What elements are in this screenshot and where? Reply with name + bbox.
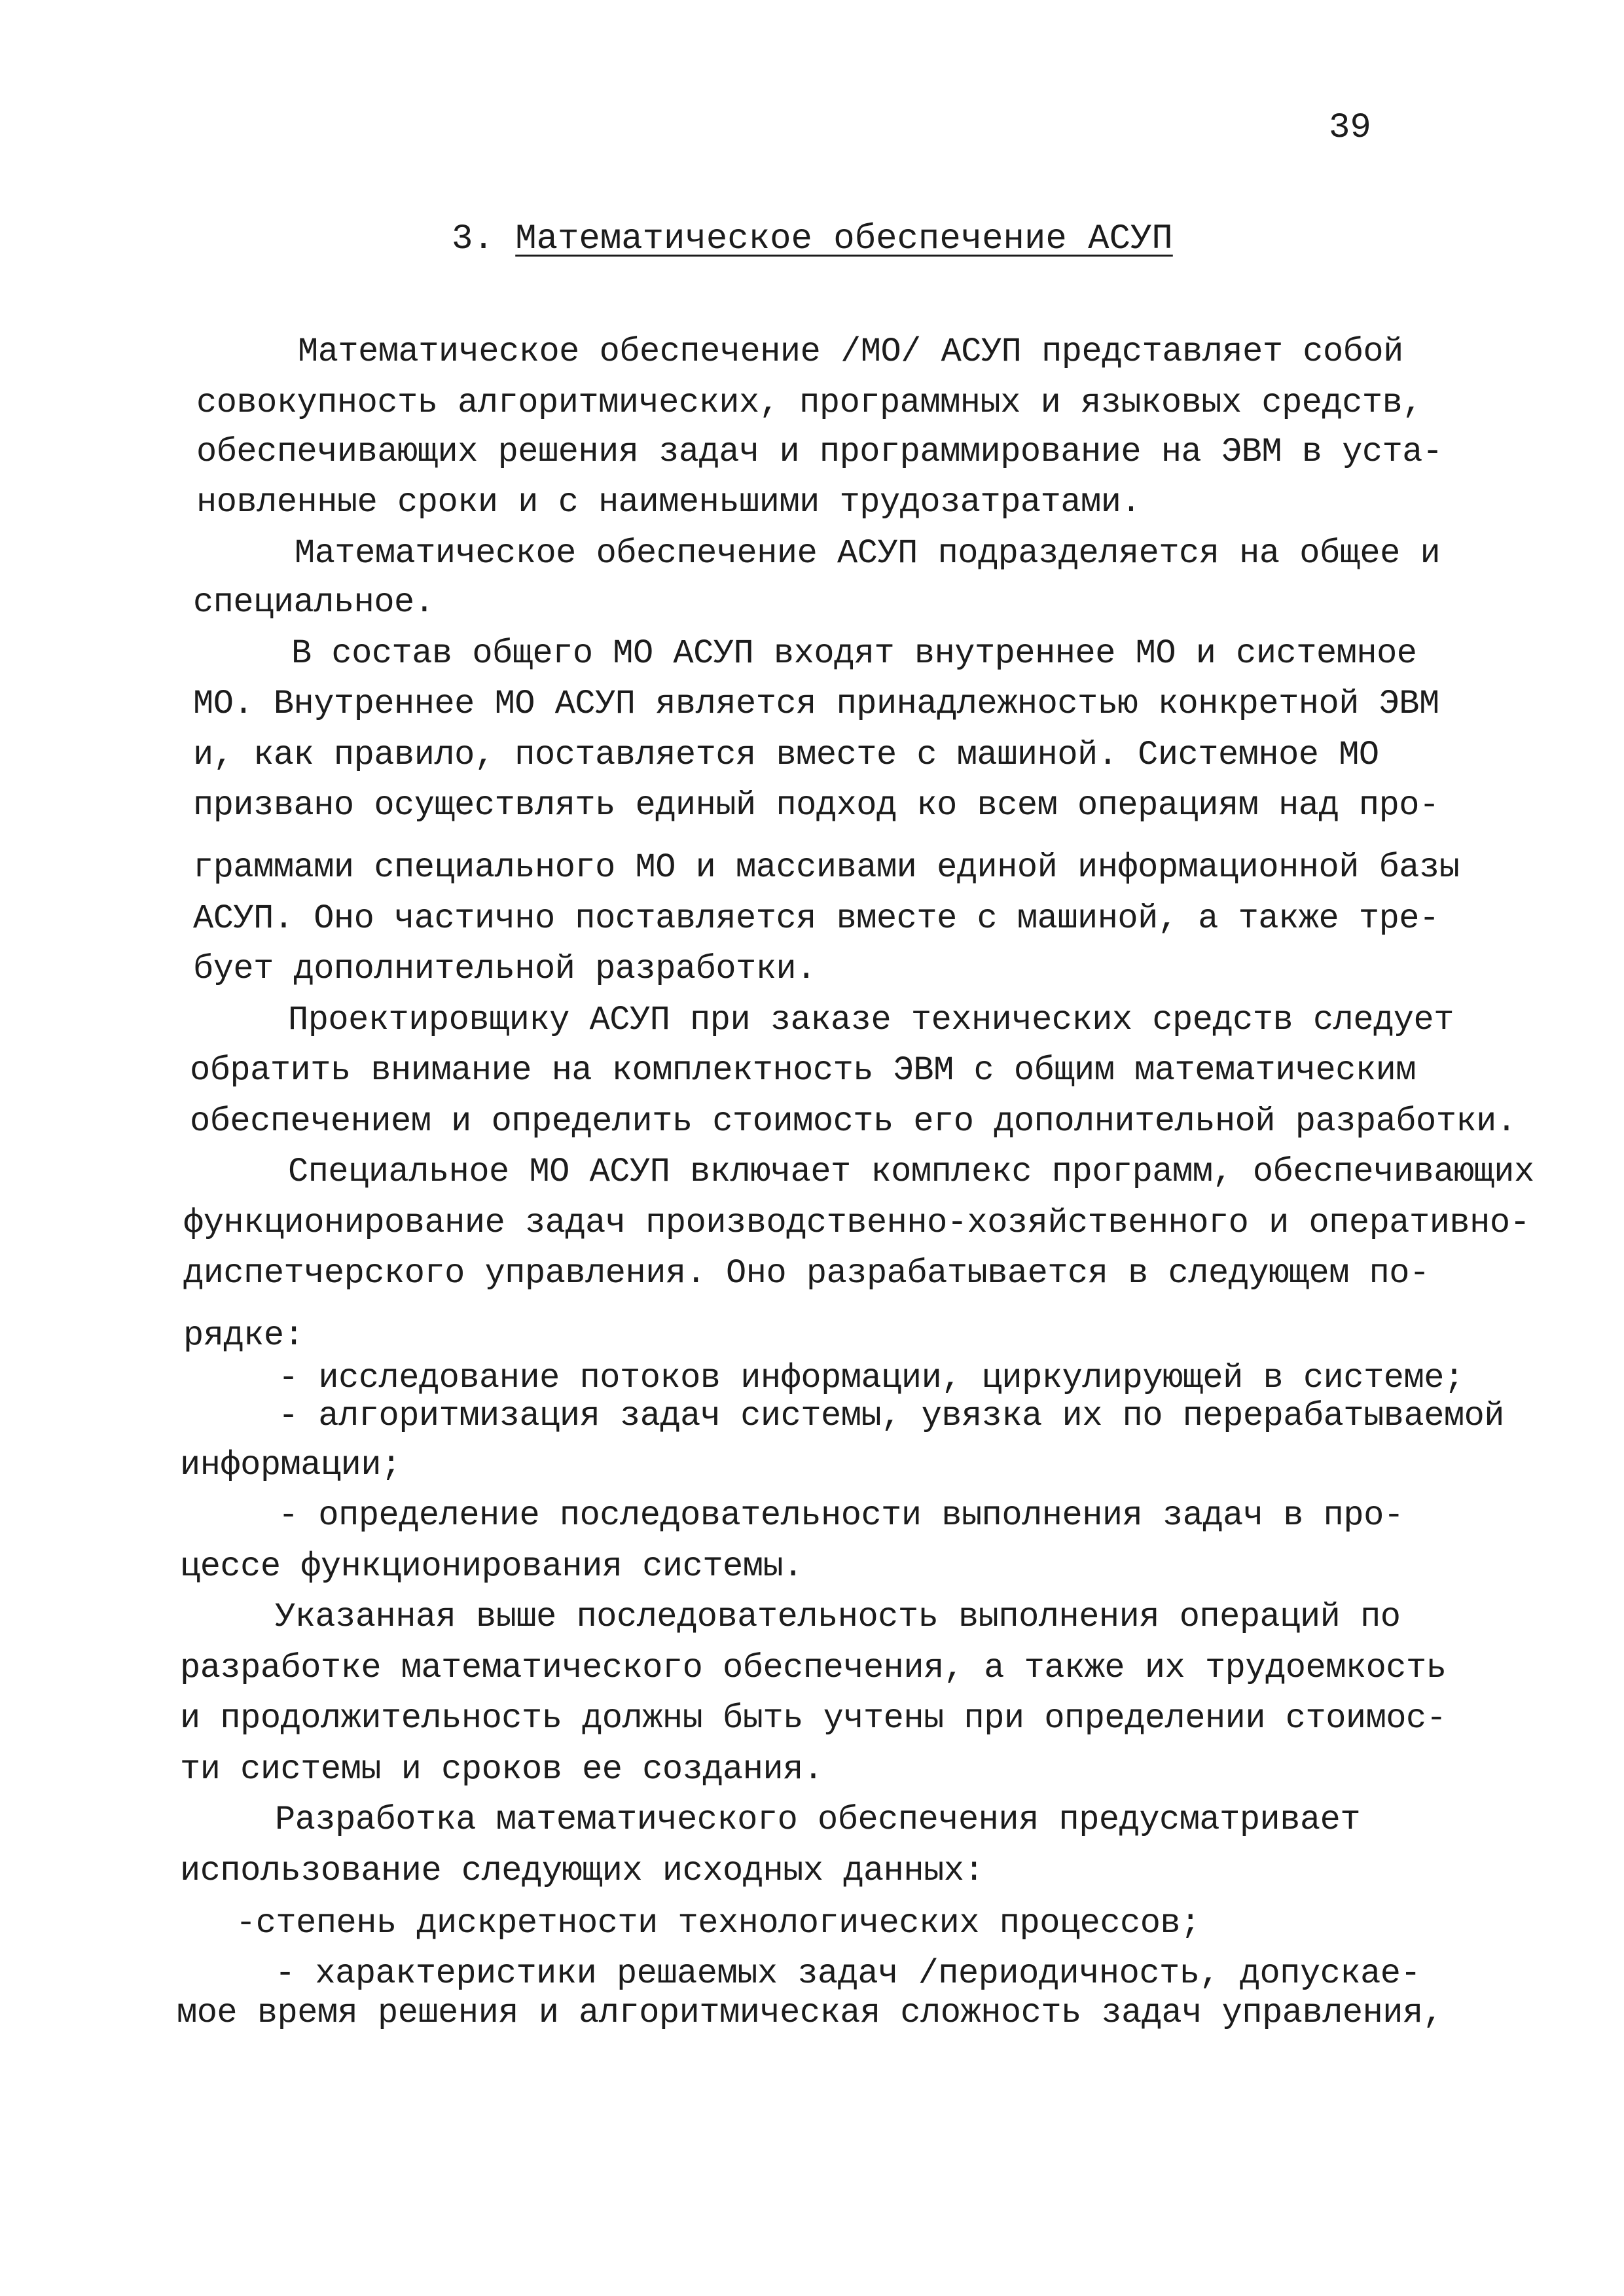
text-line: разработке математического обеспечения, а также их трудоемкость [180,1649,1447,1687]
text-line: Указанная выше последовательность выполнения операций по [275,1598,1401,1636]
text-line: Разработка математического обеспечения предусматривает [275,1801,1361,1839]
text-line: новленные сроки и с наименьшими трудозатратами. [196,483,1142,522]
text-line: функционирование задач производственно-хозяйственного и оперативно- [183,1204,1530,1242]
text-line: Специальное МО АСУП включает комплекс программ, обеспечивающих [288,1153,1534,1191]
text-line: обеспечивающих решения задач и программирование на ЭВМ в уста- [196,433,1443,471]
text-line: МО. Внутреннее МО АСУП является принадлежностью конкретной ЭВМ [193,685,1439,723]
text-line: обеспечением и определить стоимость его дополнительной разработки. [190,1102,1517,1141]
list-item: -степень дискретности технологических процессов; [236,1904,1200,1943]
text-line: рядке: [183,1316,304,1355]
text-line: специальное. [193,583,435,622]
text-line: призвано осуществлять единый подход ко всем операциям над про- [193,786,1439,825]
text-line: информации; [180,1446,401,1484]
text-line: Математическое обеспечение /МО/ АСУП представляет собой [298,332,1403,371]
text-line: Математическое обеспечение АСУП подразделяется на общее и [295,534,1441,573]
section-title: Математическое обеспечение АСУП [515,219,1173,259]
section-number: 3. [452,219,494,259]
text-line: АСУП. Оно частично поставляется вместе с машиной, а также тре- [193,899,1439,938]
text-line: бует дополнительной разработки. [193,950,816,988]
section-heading [452,219,1173,259]
text-line: обратить внимание на комплектность ЭВМ с общим математическим [190,1051,1416,1090]
text-line: Проектировщику АСУП при заказе технических средств следует [288,1001,1454,1039]
list-item: - характеристики решаемых задач /периодичность, допускае- [275,1954,1421,1993]
text-line: ти системы и сроков ее создания. [180,1750,823,1789]
list-item: - определение последовательности выполнения задач в про- [278,1496,1404,1535]
text-line: и, как правило, поставляется вместе с машиной. Системное МО [193,736,1379,774]
text-line: совокупность алгоритмических, программных и языковых средств, [196,384,1423,422]
text-line: граммами специального МО и массивами единой информационной базы [193,848,1460,887]
page-number: 39 [1329,108,1371,148]
list-item: - алгоритмизация задач системы, увязка их по перерабатываемой [278,1397,1505,1435]
text-line: цессе функционирования системы. [180,1547,803,1586]
text-line: В состав общего МО АСУП входят внутреннее МО и системное [291,634,1417,673]
text-line: использование следующих исходных данных: [180,1852,984,1890]
text-line: диспетчерского управления. Оно разрабатывается в следующем по- [183,1254,1430,1293]
text-line: мое время решения и алгоритмическая сложность задач управления, [177,1994,1443,2032]
list-item: - исследование потоков информации, циркулирующей в системе; [278,1359,1464,1397]
text-line: и продолжительность должны быть учтены при определении стоимос- [180,1699,1447,1738]
